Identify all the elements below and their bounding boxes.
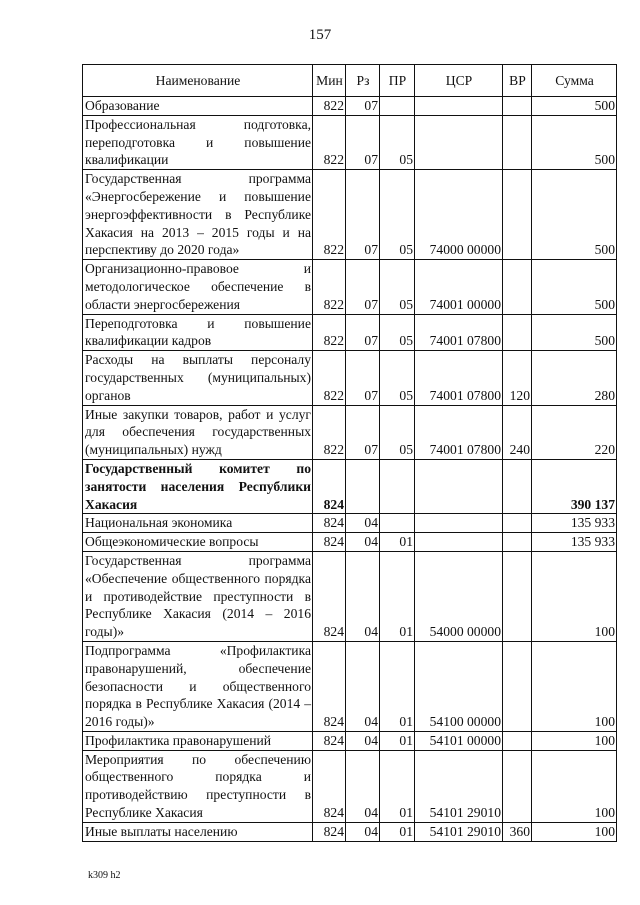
row-min-cell: 822: [313, 170, 346, 260]
header-min: Мин: [313, 65, 346, 97]
row-sum-cell: 500: [532, 260, 617, 314]
row-vr-cell: 360: [503, 822, 532, 841]
row-sum-cell: 500: [532, 115, 617, 169]
row-sum-cell: 135 933: [532, 514, 617, 533]
row-vr-cell: [503, 170, 532, 260]
table-row: [83, 551, 617, 641]
table-row: [83, 314, 617, 351]
row-pr-cell: 01: [380, 822, 415, 841]
table-row: [83, 351, 617, 405]
row-pr-cell: 05: [380, 351, 415, 405]
row-sum-cell: 135 933: [532, 533, 617, 552]
row-rz-cell: [346, 459, 380, 513]
header-pr: ПР: [380, 65, 415, 97]
row-vr-cell: 240: [503, 405, 532, 459]
row-name-cell: Организационно-правовое и методологическое обеспечение в области энергосбережения: [83, 260, 313, 314]
table-row: [83, 514, 617, 533]
table-row: [83, 533, 617, 552]
row-min-cell: 822: [313, 97, 346, 116]
row-sum-cell: 500: [532, 314, 617, 351]
row-vr-cell: [503, 459, 532, 513]
row-rz-cell: 04: [346, 750, 380, 822]
row-name-cell: Общеэкономические вопросы: [83, 533, 313, 552]
row-rz-cell: 07: [346, 260, 380, 314]
row-sum-cell: 100: [532, 822, 617, 841]
row-name-cell: Образование: [83, 97, 313, 116]
row-rz-cell: 04: [346, 514, 380, 533]
row-vr-cell: [503, 97, 532, 116]
row-name-cell: Государственная программа «Энергосбережение и повышение энергоэффективности в Республике Хакасия на 2013 – 2015 годы и на перспективу до 2020 года»: [83, 170, 313, 260]
table-row: [83, 97, 617, 116]
row-pr-cell: [380, 514, 415, 533]
row-vr-cell: [503, 641, 532, 731]
header-name: Наименование: [83, 65, 313, 97]
row-min-cell: 824: [313, 750, 346, 822]
row-csr-cell: [415, 97, 503, 116]
row-name-cell: Мероприятия по обеспечению общественного порядка и противодействию преступности в Республике Хакасия: [83, 750, 313, 822]
row-sum-cell: 220: [532, 405, 617, 459]
row-rz-cell: 07: [346, 314, 380, 351]
row-min-cell: 822: [313, 351, 346, 405]
row-pr-cell: 05: [380, 170, 415, 260]
row-name-cell: Переподготовка и повышение квалификации кадров: [83, 314, 313, 351]
table-row: [83, 459, 617, 513]
header-vr: ВР: [503, 65, 532, 97]
row-sum-cell: 100: [532, 750, 617, 822]
row-min-cell: 822: [313, 405, 346, 459]
header-rz: Рз: [346, 65, 380, 97]
row-vr-cell: [503, 551, 532, 641]
row-pr-cell: 01: [380, 533, 415, 552]
row-rz-cell: 04: [346, 731, 380, 750]
row-pr-cell: [380, 459, 415, 513]
row-pr-cell: 05: [380, 314, 415, 351]
table-body: [83, 97, 617, 842]
row-csr-cell: 74001 00000: [415, 260, 503, 314]
table-row: [83, 405, 617, 459]
row-csr-cell: 54101 29010: [415, 750, 503, 822]
row-pr-cell: [380, 97, 415, 116]
row-csr-cell: 74001 07800: [415, 405, 503, 459]
row-min-cell: 824: [313, 514, 346, 533]
row-vr-cell: [503, 314, 532, 351]
row-rz-cell: 07: [346, 351, 380, 405]
row-rz-cell: 04: [346, 641, 380, 731]
table-row: [83, 731, 617, 750]
row-rz-cell: 07: [346, 115, 380, 169]
table-row: [83, 260, 617, 314]
row-min-cell: 824: [313, 533, 346, 552]
row-sum-cell: 100: [532, 551, 617, 641]
row-vr-cell: [503, 115, 532, 169]
row-csr-cell: 54101 00000: [415, 731, 503, 750]
row-sum-cell: 390 137: [532, 459, 617, 513]
row-csr-cell: 74001 07800: [415, 351, 503, 405]
row-csr-cell: 54100 00000: [415, 641, 503, 731]
row-pr-cell: 05: [380, 405, 415, 459]
budget-table: [82, 64, 617, 842]
row-name-cell: Национальная экономика: [83, 514, 313, 533]
row-csr-cell: [415, 533, 503, 552]
row-min-cell: 824: [313, 822, 346, 841]
row-min-cell: 824: [313, 459, 346, 513]
footer-code: k309 h2: [88, 870, 121, 881]
row-pr-cell: 01: [380, 641, 415, 731]
row-vr-cell: [503, 514, 532, 533]
row-rz-cell: 07: [346, 170, 380, 260]
row-name-cell: Государственный комитет по занятости населения Республики Хакасия: [83, 459, 313, 513]
header-csr: ЦСР: [415, 65, 503, 97]
row-name-cell: Подпрограмма «Профилактика правонарушений, обеспечение безопасности и общественного порядка в Республике Хакасия (2014 – 2016 годы)»: [83, 641, 313, 731]
row-sum-cell: 100: [532, 641, 617, 731]
row-name-cell: Профилактика правонарушений: [83, 731, 313, 750]
row-min-cell: 824: [313, 551, 346, 641]
table-row: [83, 170, 617, 260]
row-csr-cell: 54101 29010: [415, 822, 503, 841]
row-csr-cell: [415, 115, 503, 169]
table-row: [83, 750, 617, 822]
row-name-cell: Иные выплаты населению: [83, 822, 313, 841]
row-csr-cell: 54000 00000: [415, 551, 503, 641]
table-row: [83, 115, 617, 169]
row-min-cell: 824: [313, 641, 346, 731]
row-name-cell: Расходы на выплаты персоналу государственных (муниципальных) органов: [83, 351, 313, 405]
row-vr-cell: [503, 533, 532, 552]
row-name-cell: Государственная программа «Обеспечение общественного порядка и противодействие преступности в Республике Хакасия (2014 – 2016 годы)»: [83, 551, 313, 641]
row-rz-cell: 07: [346, 405, 380, 459]
row-csr-cell: 74001 07800: [415, 314, 503, 351]
row-rz-cell: 04: [346, 551, 380, 641]
row-min-cell: 822: [313, 260, 346, 314]
row-pr-cell: 05: [380, 115, 415, 169]
row-sum-cell: 500: [532, 97, 617, 116]
row-vr-cell: [503, 731, 532, 750]
page-number: 157: [308, 27, 332, 43]
row-sum-cell: 500: [532, 170, 617, 260]
row-min-cell: 822: [313, 314, 346, 351]
table-header-row: [83, 65, 617, 97]
row-csr-cell: [415, 459, 503, 513]
row-min-cell: 824: [313, 731, 346, 750]
row-sum-cell: 100: [532, 731, 617, 750]
row-vr-cell: 120: [503, 351, 532, 405]
row-pr-cell: 01: [380, 551, 415, 641]
row-pr-cell: 01: [380, 750, 415, 822]
row-min-cell: 822: [313, 115, 346, 169]
row-vr-cell: [503, 260, 532, 314]
row-name-cell: Иные закупки товаров, работ и услуг для обеспечения государственных (муниципальных) нужд: [83, 405, 313, 459]
header-sum: Сумма: [532, 65, 617, 97]
row-csr-cell: [415, 514, 503, 533]
table-row: [83, 822, 617, 841]
row-rz-cell: 04: [346, 822, 380, 841]
row-pr-cell: 01: [380, 731, 415, 750]
row-csr-cell: 74000 00000: [415, 170, 503, 260]
row-rz-cell: 07: [346, 97, 380, 116]
table-row: [83, 641, 617, 731]
row-sum-cell: 280: [532, 351, 617, 405]
row-vr-cell: [503, 750, 532, 822]
row-name-cell: Профессиональная подготовка, переподготовка и повышение квалификации: [83, 115, 313, 169]
row-rz-cell: 04: [346, 533, 380, 552]
row-pr-cell: 05: [380, 260, 415, 314]
